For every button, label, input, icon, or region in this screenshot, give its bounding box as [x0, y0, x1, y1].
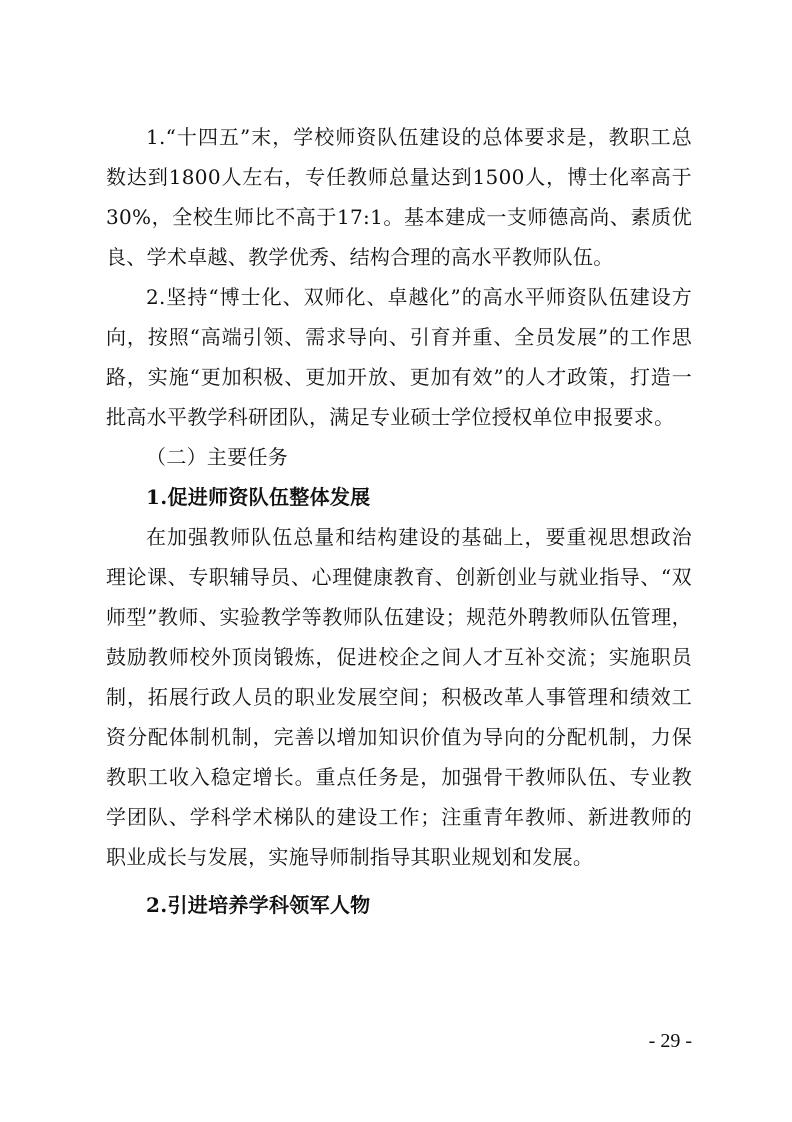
page-number: - 29 -: [648, 1030, 692, 1052]
subheading-leading-talents: 2.引进培养学科领军人物: [146, 893, 371, 917]
paragraph-construction-direction: 2.坚持“博士化、双师化、卓越化”的高水平师资队伍建设方向，按照“高端引领、需求导向、引育并重、全员发展”的工作思路，实施“更加积极、更加开放、更加有效”的人才政策，打造一批高水平教学科研团队，满足专业硕士学位授权单位申报要求。: [106, 285, 692, 429]
paragraph-team-development: 在加强教师队伍总量和结构建设的基础上，要重视思想政治理论课、专职辅导员、心理健康教育、创新创业与就业指导、“双师型”教师、实验教学等教师队伍建设；规范外聘教师队伍管理，鼓励教师校外顶岗锻炼，促进校企之间人才互补交流；实施职员制，拓展行政人员的职业发展空间；积极改革人事管理和绩效工资分配体制机制，完善以增加知识价值为导向的分配机制，力保教职工收入稳定增长。重点任务是，加强骨干教师队伍、专业教学团队、学科学术梯队的建设工作；注重青年教师、新进教师的职业成长与发展，实施导师制指导其职业规划和发展。: [106, 525, 692, 869]
subheading-promote-development: 1.促进师资队伍整体发展: [146, 485, 371, 509]
section-heading-main-tasks: （二）主要任务: [146, 445, 289, 469]
paragraph-overall-requirements: 1.“十四五”末，学校师资队伍建设的总体要求是，教职工总数达到1800人左右，专任教师总量达到1500人，博士化率高于30%，全校生师比不高于17:1。基本建成一支师德高尚、素质优良、学术卓越、教学优秀、结构合理的高水平教师队伍。: [106, 125, 692, 269]
body-text: [106, 117, 692, 925]
